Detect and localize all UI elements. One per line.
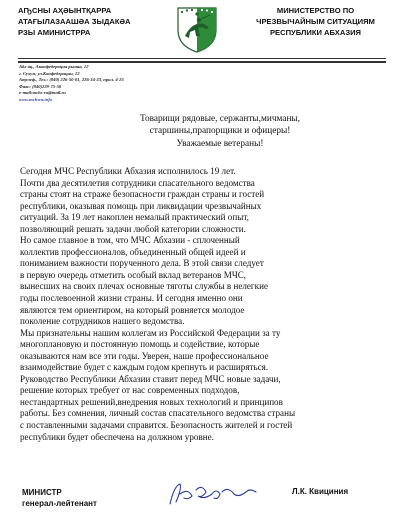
body-line: республики, оказывая помощь при ликвидации чрезвычайных [20,200,262,211]
header-right-title [243,5,388,38]
header-left-line: АТАҒЫЛАЗААШӘА ӠЫДАКӘА [18,17,131,26]
body-line: поколение сотрудников нашего ведомства. [20,316,185,327]
header-divider-thick [18,61,386,63]
greeting-line: старшины,прапорщики и офицеры! [149,126,291,137]
body-line: нестандартных решений,внедрения новых технологий и принципов [20,396,283,407]
contact-line: Факс: (840)229-75-50 [19,83,62,89]
letter-body [20,166,382,443]
body-line: Но самое главное в том, что МЧС Абхазии - сплоченный [20,235,240,246]
body-line: в первую очередь отметить особый вклад ветеранов МЧС, [20,269,247,280]
header-right-line: МИНИСТЕРСТВО ПО [276,6,355,15]
header-divider [18,58,386,59]
signature-icon [162,478,262,510]
body-line: взаимодействие будет с каждым годом крепнуть и расширяться. [20,362,269,373]
header-left-line: РЗЫ АМИНИСТРРА [18,28,91,37]
body-line: многоплановую и постоянную помощь и содействие, которые [20,339,260,350]
greeting-line: Товарищи рядовые, сержанты,мичманы, [139,114,301,124]
body-line: Мы признательны нашим коллегам из Российской Федерации за ту [20,327,281,338]
contact-line: Аҟә ақ., Аконфедерациа рымҩа, 12 [19,64,89,69]
coat-of-arms-icon [172,2,222,54]
signatory-name: Л.К. Квициния [292,487,349,496]
body-line: годы послевоенной жизни страны. И сегодня именно они [20,293,243,304]
body-line: Руководство Республики Абхазии ставит перед МЧС новые задачи, [20,373,281,384]
signatory-position: МИНИСТР [22,488,62,497]
body-line: вынесших на своих плечах основные тяготы службы в нелегкие [20,281,268,292]
body-line: позволяющий решать задачи любой категории сложности. [20,223,246,234]
body-line: страны стоят на страже безопасности граждан страны и гостей [20,189,265,200]
body-line: решение которых требует от нас современных подходов, [20,385,240,396]
body-line: республики будет обеспечена на должном уровне. [20,431,214,442]
signatory-rank: генерал-лейтенант [22,499,97,508]
body-line: коллектив профессионалов, объединенный общей идеей и [20,246,246,257]
contact-email: e-mail:mchs-ra@mail.ru [19,90,66,95]
website-link[interactable]: www.mchsra.info [19,96,53,102]
greeting-line: Уважаемые ветераны! [176,138,264,149]
body-line: пониманием важности порученного дела. В этой связи следует [20,258,264,269]
body-line: Почти два десятилетия сотрудники спасательного ведомства [20,177,255,188]
signatory-title [22,487,97,509]
body-line: работы. Без сомнения, личный состав спасательного ведомства страны [20,408,296,419]
body-line: с поставленными задачами справится. Безопасность жителей и гостей [20,420,293,431]
header-left-line: АҦСНЫ АҲӘЫНТҚАРРА [18,6,112,15]
greeting [80,113,360,150]
body-line: Сегодня МЧС Республики Абхазия исполнилось 19 лет. [20,166,236,176]
header-left-title [18,5,158,38]
body-line: оказываются нам все эти годы. Уверен, наше профессиональное [20,350,269,361]
contact-info [19,64,219,103]
body-line: являются тем ориентиром, на который ровняется молодое [20,304,245,315]
contact-line: г. Сухум, ул.Конфедерации, 12 [19,70,80,76]
contact-line: Аҭелеф., Тел.: (840) 226-50-01, 226-34-33, прил. 4-25 [19,77,124,82]
body-line: ситуаций. За 19 лет накоплен немалый практический опыт, [20,212,249,223]
header-right-line: ЧРЕЗВЫЧАЙНЫМ СИТУАЦИЯМ [256,17,375,26]
header-right-line: РЕСПУБЛИКИ АБХАЗИЯ [269,28,362,37]
